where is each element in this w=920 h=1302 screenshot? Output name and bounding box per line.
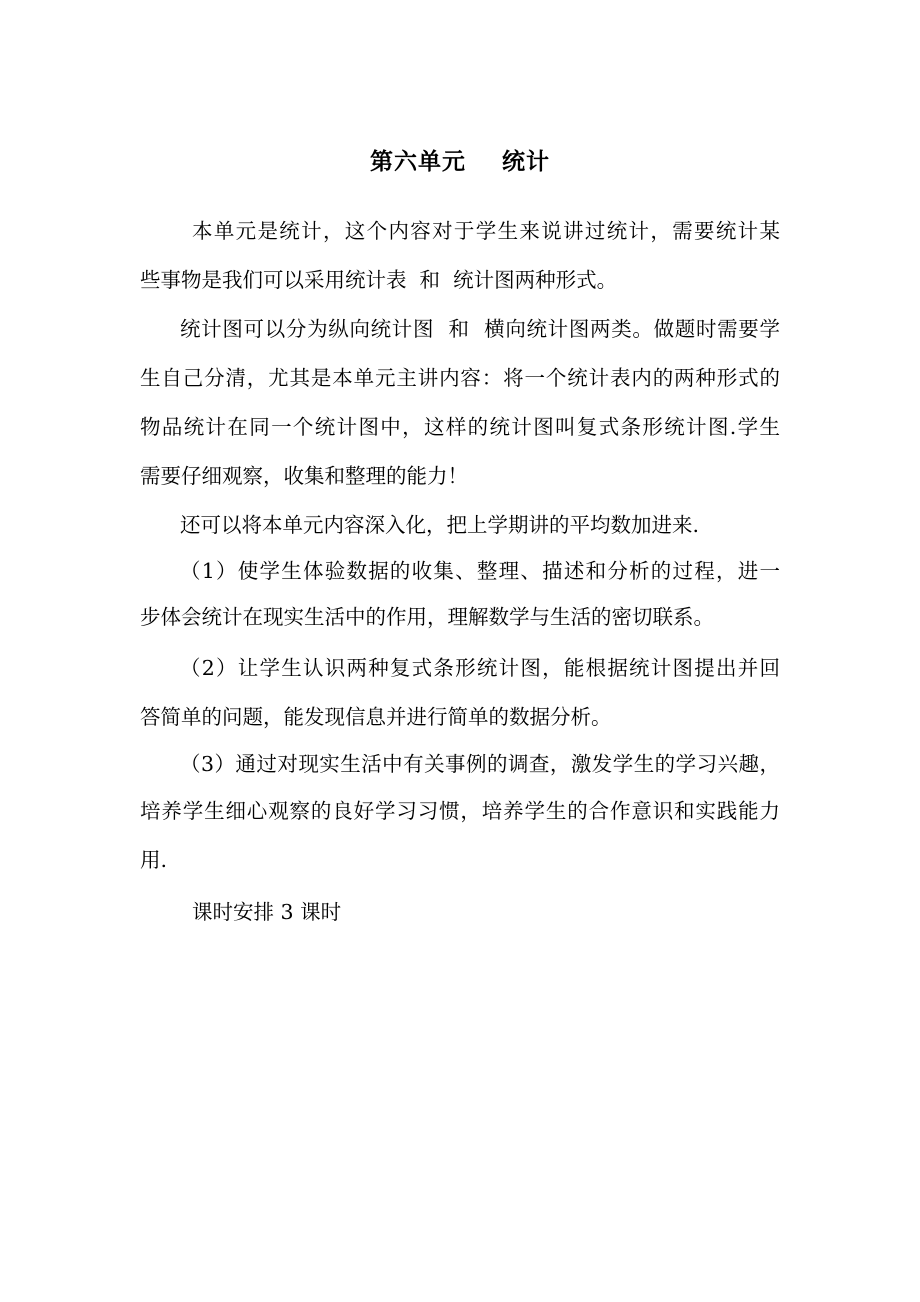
paragraph-2-line-3: 物品统计在同一个统计图中，这样的统计图叫复式条形统计图.学生 <box>140 415 780 439</box>
paragraph-6-line-2: 培养学生细心观察的良好学习习惯，培养学生的合作意识和实践能力 <box>140 799 780 823</box>
paragraph-6-line-1: （3）通过对现实生活中有关事例的调查，激发学生的学习兴趣， <box>180 752 780 776</box>
paragraph-1-line-2: 些事物是我们可以采用统计表 和 统计图两种形式。 <box>140 268 618 292</box>
paragraph-1-line-1: 本单元是统计，这个内容对于学生来说讲过统计，需要统计某 <box>192 219 780 243</box>
paragraph-5-line-1: （2）让学生认识两种复式条形统计图，能根据统计图提出并回 <box>180 656 780 680</box>
paragraph-2-line-2: 生自己分清，尤其是本单元主讲内容：将一个统计表内的两种形式的 <box>140 366 780 390</box>
page-title: 第六单元 统计 <box>369 148 551 175</box>
paragraph-5-line-2: 答简单的问题，能发现信息并进行简单的数据分析。 <box>140 705 612 729</box>
paragraph-3-line-1: 还可以将本单元内容深入化，把上学期讲的平均数加进来. <box>180 513 700 537</box>
paragraph-4-line-2: 步体会统计在现实生活中的作用，理解数学与生活的密切联系。 <box>140 605 714 629</box>
lesson-arrangement: 课时安排 3 课时 <box>192 900 342 924</box>
paragraph-2-line-4: 需要仔细观察，收集和整理的能力！ <box>140 464 468 488</box>
paragraph-6-line-3: 用. <box>140 848 168 872</box>
paragraph-4-line-1: （1）使学生体验数据的收集、整理、描述和分析的过程，进一 <box>180 559 780 583</box>
paragraph-2-line-1: 统计图可以分为纵向统计图 和 横向统计图两类。做题时需要学 <box>180 317 780 341</box>
